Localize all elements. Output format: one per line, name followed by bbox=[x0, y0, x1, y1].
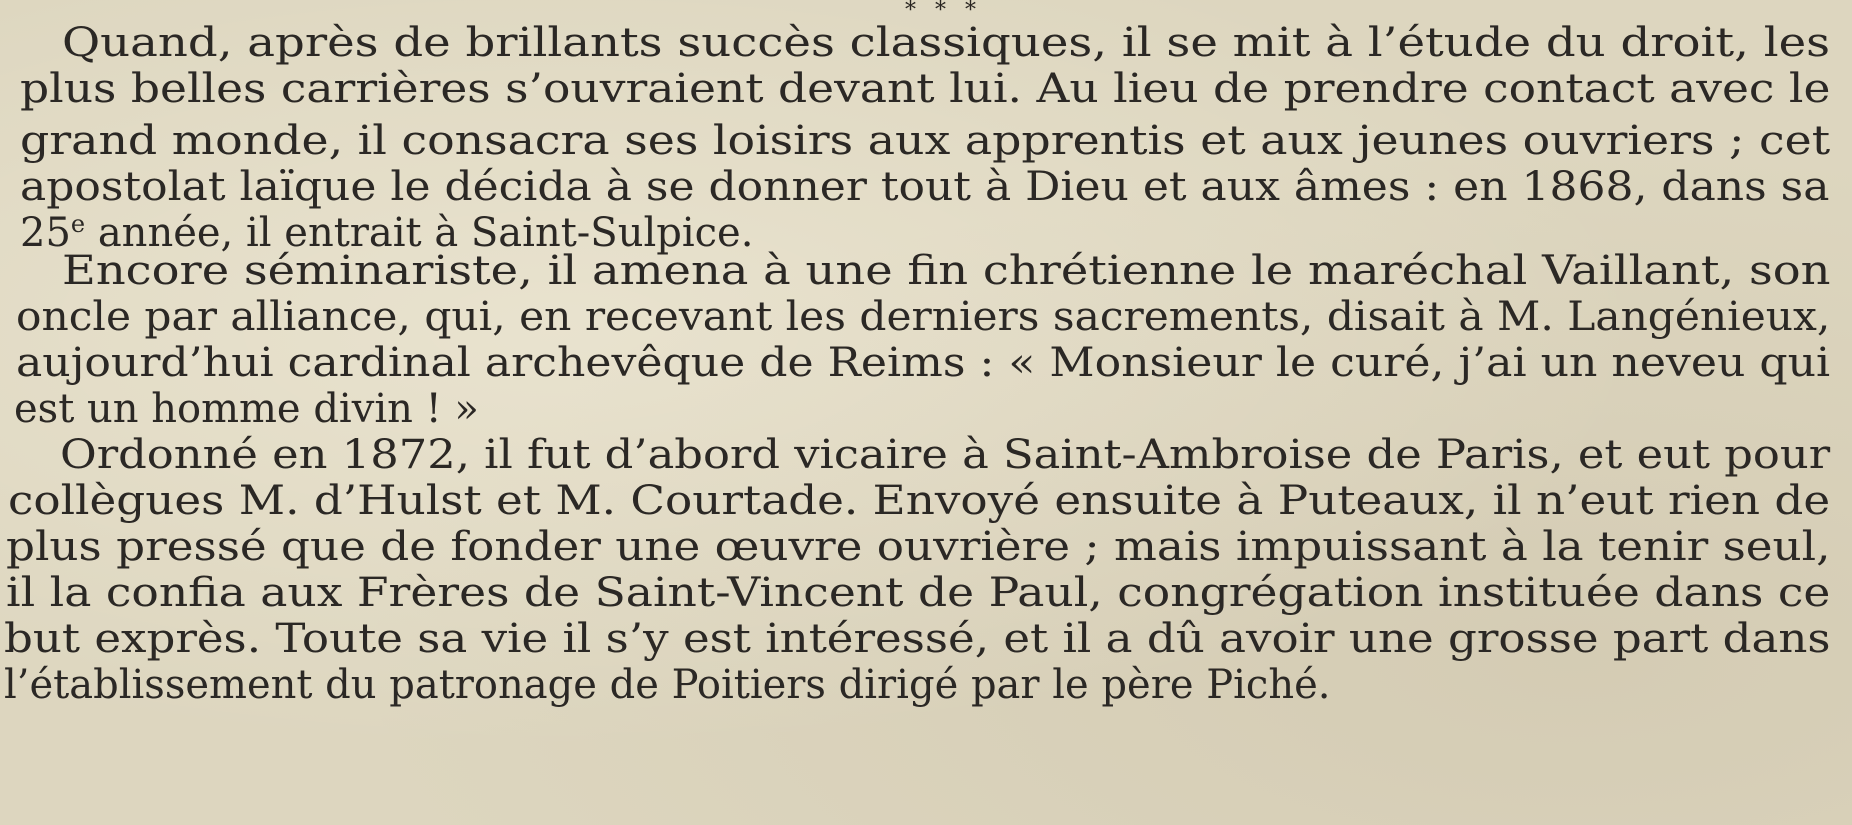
paragraph-3-line-5: but exprès. Toute sa vie il s’y est intéressé, et il a dû avoir une grosse part dans bbox=[4, 616, 1831, 662]
asterism-ornament: * * * bbox=[905, 0, 982, 23]
paragraph-3-line-4: il la confia aux Frères de Saint-Vincent de Paul, congrégation instituée dans ce bbox=[6, 570, 1831, 616]
paragraph-3-line-3: plus pressé que de fonder une œuvre ouvrière ; mais impuissant à la tenir seul, bbox=[6, 524, 1831, 570]
paragraph-1-line-2: plus belles carrières s’ouvraient devant lui. Au lieu de prendre contact avec le bbox=[20, 66, 1831, 112]
paragraph-3-line-2: collègues M. d’Hulst et M. Courtade. Envoyé ensuite à Puteaux, il n’eut rien de bbox=[8, 478, 1831, 524]
paragraph-2-line-1: Encore séminariste, il amena à une fin chrétienne le maréchal Vaillant, son bbox=[62, 248, 1831, 294]
paragraph-2-line-2: oncle par alliance, qui, en recevant les derniers sacrements, disait à M. Langénieux, bbox=[16, 294, 1831, 340]
paragraph-3-line-6: l’établissement du patronage de Poitiers dirigé par le père Piché. bbox=[4, 662, 1331, 708]
ordinal-suffix: e bbox=[70, 210, 86, 238]
line-5-text: année, il entrait à Saint-Sulpice. bbox=[97, 210, 754, 256]
year-number: 25 bbox=[20, 210, 71, 256]
paragraph-3-line-1: Ordonné en 1872, il fut d’abord vicaire à Saint-Ambroise de Paris, et eut pour bbox=[60, 432, 1831, 478]
paragraph-2-line-3: aujourd’hui cardinal archevêque de Reims : « Monsieur le curé, j’ai un neveu qui bbox=[16, 340, 1831, 386]
paragraph-1-line-1: Quand, après de brillants succès classiques, il se mit à l’étude du droit, les bbox=[62, 20, 1831, 66]
paragraph-1-line-4: apostolat laïque le décida à se donner tout à Dieu et aux âmes : en 1868, dans sa bbox=[20, 164, 1830, 210]
paragraph-1-line-3: grand monde, il consacra ses loisirs aux apprentis et aux jeunes ouvriers ; cet bbox=[20, 118, 1831, 164]
paragraph-2-line-4: est un homme divin ! » bbox=[14, 386, 479, 432]
